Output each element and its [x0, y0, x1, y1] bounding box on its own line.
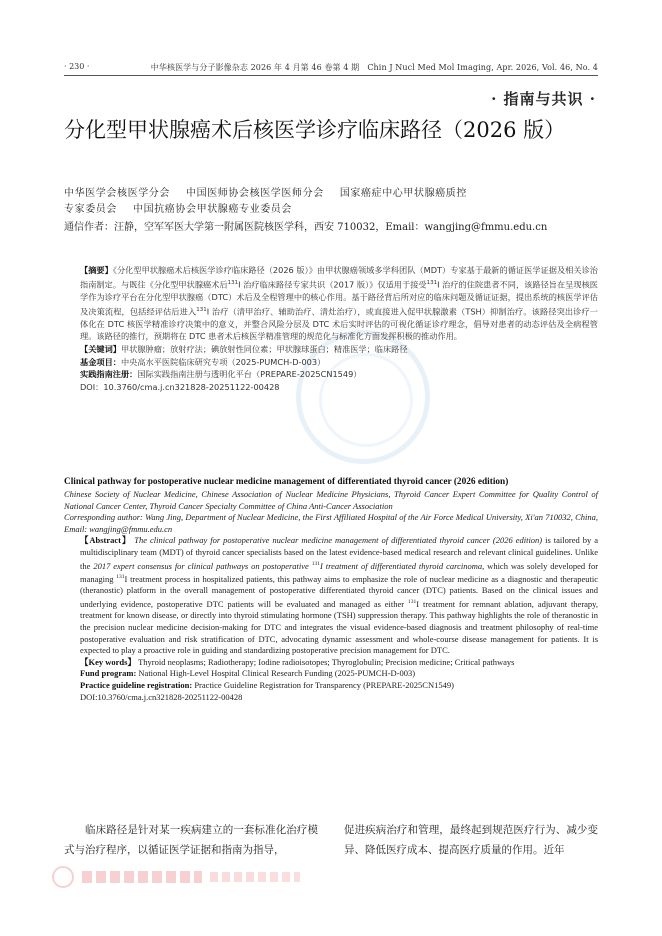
author-org: 国家癌症中心甲状腺癌质控	[339, 188, 468, 199]
seal-icon	[52, 866, 74, 888]
cn-fund: 基金项目：中央高水平医院临床研究专项（2025-PUMCH-D-003）	[80, 356, 326, 367]
footer-watermark-logo	[52, 866, 300, 888]
cn-doi: DOI：10.3760/cma.j.cn321828-20251122-00428	[80, 381, 280, 392]
article-title: 分化型甲状腺癌术后核医学诊疗临床路径（2026 版）	[64, 118, 566, 142]
author-org: 专家委员会	[64, 203, 117, 215]
logo-text-icon	[82, 871, 202, 883]
english-doi: DOI:10.3760/cma.j.cn321828-20251122-00428	[80, 691, 243, 702]
body-column-left: 临床路径是针对某一疾病建立的一套标准化治疗模式与治疗程序，以循证医学证据和指南为指导，	[64, 824, 318, 856]
english-title: Clinical pathway for postoperative nuclear medicine management of differentiated thyroid cancer (2026 edition)	[64, 477, 509, 487]
logo-text-icon	[210, 872, 300, 882]
author-line-2	[64, 202, 598, 218]
chinese-abstract	[64, 264, 598, 393]
english-abstract	[64, 476, 598, 703]
journal-info: 中华核医学与分子影像杂志 2026 年 4 月第 46 卷第 4 期 Chin J Nucl Med Mol Imaging, Apr. 2026, Vol. 46, No. 4	[150, 63, 598, 72]
english-keywords: 【Key words】 Thyroid neoplasms; Radiotherapy; Iodine radioisotopes; Thyroglobulin; Precision medicine; Critical pathways	[80, 656, 515, 667]
english-abstract-paragraph: 【Abstract】 The clinical pathway for postoperative nuclear medicine management of differentiated thyroid cancer (2026 edition) is tailored by a multidisciplinary team (MDT) of thyroid cancer specialists based on the latest evidence-based medical research and relevant clinical guidelines. Unlike the 2017 expert consensus for clinical pathways on postoperative $^{131}$I treatment of differentiated thyroid carcinoma, which was solely developed for managing $^{131}$I treatment process in hospitalized patients, this pathway aims to emphasize the role of nuclear medicine as a diagnostic and therapeutic (theranostic) platform in the overall management of postoperative differentiated thyroid cancer (DTC) patients. Based on the clinical issues and underlying evidence, postoperative DTC patients will be evaluated and managed as either $^{131}$I treatment for remnant ablation, adjuvant therapy, treatment for known disease, or directly into thyroid stimulating hormone (TSH) suppression therapy. This pathway highlights the role of theranostic in the precision nuclear medicine decision-making for DTC and integrates the visual evidence-based diagnosis and treatment philosophy of real-time postoperative evaluation and risk stratification of DTC, advocating dynamic assessment and whole-course disease management for patients. It is expected to play a proactive role in guiding and standardizing postoperative precision management for DTC.	[80, 535, 599, 656]
english-corresponding-author: Corresponding author: Wang Jing, Department of Nuclear Medicine, the First Affiliated Hospital of the Air Force Medical University, Xi'an 710032, China, Email: wangjing@fmmu.edu.cn	[64, 512, 598, 534]
english-registration: Practice guideline registration: Practice Guideline Registration for Transparency (PREPARE-2025CN1549)	[80, 679, 454, 690]
cn-abstract-label: 【摘要】	[80, 265, 113, 275]
cn-registration: 实践指南注册：国际实践指南注册与透明化平台（PREPARE-2025CN1549）	[80, 369, 362, 380]
column-tag: · 指南与共识 ·	[491, 90, 596, 108]
author-list	[64, 186, 598, 217]
page-number: · 230 ·	[64, 62, 90, 71]
author-org: 中国抗癌协会甲状腺癌专业委员会	[133, 203, 292, 215]
author-org: 中国医师协会核医学医师分会	[186, 188, 324, 199]
english-affiliations: Chinese Society of Nuclear Medicine, Chinese Association of Nuclear Medicine Physicians, Thyroid Cancer Expert Committee for Quality Control of National Cancer Center, Thyroid Cancer Specialty Committee of China Anti-Cancer Association	[64, 489, 598, 511]
cn-abstract-paragraph: 【摘要】《分化型甲状腺癌术后核医学诊疗临床路径（2026 版）》由甲状腺癌领域多学科团队（MDT）专家基于最新的循证医学证据及相关诊治指南制定。与既往《分化型甲状腺癌术后$^{131}$I 治疗临床路径专家共识（2017 版）》仅适用于接受$^{131}$I 治疗的住院患者不同，该路径旨在呈现核医学作为诊疗平台在分化型甲状腺癌（DTC）术后及全程管理中的核心作用。基于路径背后所对应的临床问题及循证证据，提出系统的核医学评估及决策流程，包括经评估后进入$^{131}$I 治疗（清甲治疗、辅助治疗、清灶治疗），或直接进入促甲状腺激素（TSH）抑制治疗。该路径突出诊疗一体化在 DTC 核医学精准诊疗决策中的意义，并整合风险分层及 DTC 术后实时评估的可视化循证诊疗理念，倡导对患者的动态评估及全病程管理。该路径的推行，预期将在 DTC 患者术后核医学精准管理的规范化与标准化方面发挥积极的推动作用。	[80, 265, 598, 342]
author-org: 中华医学会核医学分会	[64, 188, 170, 199]
body-column-right: 促进疾病治疗和管理，最终起到规范医疗行为、减少变异、降低医疗成本、提高医疗质量的作用。近年	[344, 824, 598, 856]
header-rule	[64, 75, 598, 76]
english-fund: Fund program: National High-Level Hospital Clinical Research Funding (2025-PUMCH-D-003)	[80, 668, 416, 679]
author-line-1	[64, 186, 598, 202]
body-text	[64, 820, 598, 860]
cn-keywords: 【关键词】甲状腺肿瘤；放射疗法；碘放射性同位素；甲状腺球蛋白；精准医学；临床路径	[80, 344, 408, 355]
running-head	[64, 62, 598, 73]
corresponding-author: 通信作者：汪静，空军军医大学第一附属医院核医学科，西安 710032，Email：wangjing@fmmu.edu.cn	[64, 222, 548, 233]
